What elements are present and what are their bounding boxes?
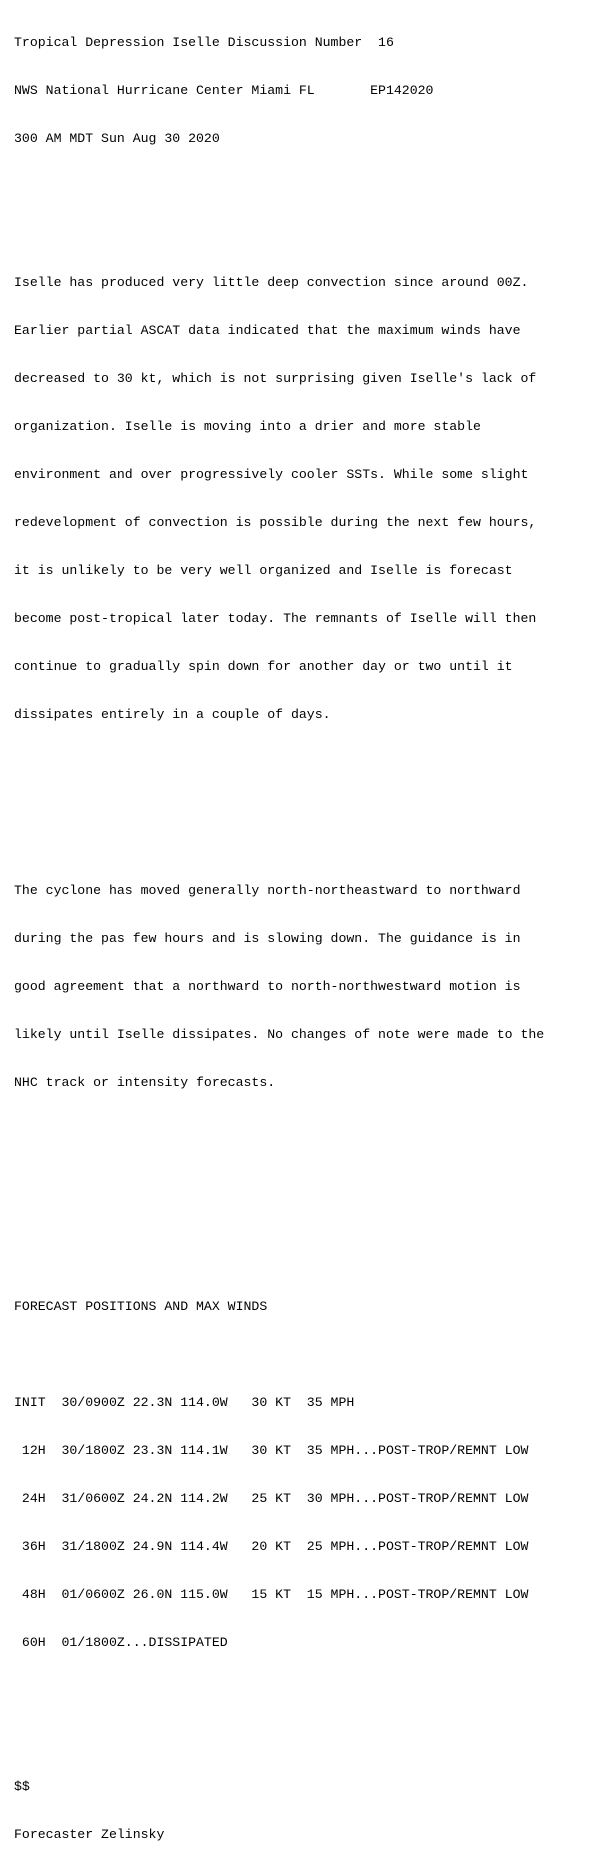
discussion-paragraph-1 (14, 243, 606, 755)
forecast-heading: FORECAST POSITIONS AND MAX WINDS (14, 1299, 268, 1314)
forecast-table (14, 1267, 606, 1683)
document-title: Tropical Depression Iselle Discussion Number 16 (14, 35, 394, 50)
forecaster-signature: Forecaster Zelinsky (14, 1827, 165, 1842)
forecast-row: INIT 30/0900Z 22.3N 114.0W 30 KT 35 MPH (14, 1395, 355, 1410)
forecast-row: 60H 01/1800Z...DISSIPATED (14, 1635, 228, 1650)
text-line: good agreement that a northward to north-northwestward motion is (14, 979, 521, 994)
office-line: NWS National Hurricane Center Miami FL EP142020 (14, 83, 434, 98)
spacer (14, 1203, 606, 1219)
text-line: Iselle has produced very little deep convection since around 00Z. (14, 275, 529, 290)
forecast-row: 12H 30/1800Z 23.3N 114.1W 30 KT 35 MPH...POST-TROP/REMNT LOW (14, 1443, 529, 1458)
forecast-row: 48H 01/0600Z 26.0N 115.0W 15 KT 15 MPH...POST-TROP/REMNT LOW (14, 1587, 529, 1602)
spacer (14, 787, 606, 803)
text-line: continue to gradually spin down for another day or two until it (14, 659, 513, 674)
text-line: The cyclone has moved generally north-northeastward to northward (14, 883, 521, 898)
text-line: during the pas few hours and is slowing down. The guidance is in (14, 931, 521, 946)
text-line: NHC track or intensity forecasts. (14, 1075, 276, 1090)
discussion-paragraph-2 (14, 851, 606, 1123)
text-line: dissipates entirely in a couple of days. (14, 707, 331, 722)
text-line: environment and over progressively cooler SSTs. While some slight (14, 467, 529, 482)
forecast-row: 36H 31/1800Z 24.9N 114.4W 20 KT 25 MPH...POST-TROP/REMNT LOW (14, 1539, 529, 1554)
forecast-row: 24H 31/0600Z 24.2N 114.2W 25 KT 30 MPH...POST-TROP/REMNT LOW (14, 1491, 529, 1506)
spacer (14, 179, 606, 195)
discussion-document (14, 3, 606, 1859)
text-line: redevelopment of convection is possible during the next few hours, (14, 515, 537, 530)
text-line: it is unlikely to be very well organized and Iselle is forecast (14, 563, 513, 578)
spacer (14, 1155, 606, 1171)
end-marker: $$ (14, 1779, 30, 1794)
text-line: Earlier partial ASCAT data indicated that the maximum winds have (14, 323, 521, 338)
text-line: become post-tropical later today. The remnants of Iselle will then (14, 611, 537, 626)
text-line: organization. Iselle is moving into a drier and more stable (14, 419, 481, 434)
text-line: likely until Iselle dissipates. No changes of note were made to the (14, 1027, 545, 1042)
spacer (14, 1347, 606, 1363)
text-line: decreased to 30 kt, which is not surprising given Iselle's lack of (14, 371, 537, 386)
spacer (14, 1715, 606, 1731)
issued-time: 300 AM MDT Sun Aug 30 2020 (14, 131, 220, 146)
